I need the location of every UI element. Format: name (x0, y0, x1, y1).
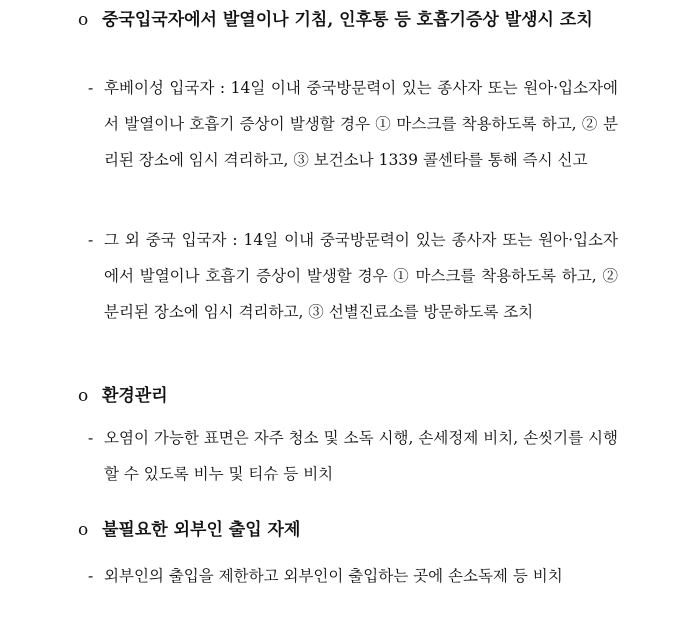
item-dash: - (88, 567, 94, 585)
list-item-cleaning (88, 420, 618, 492)
item-text: 후베이성 입국자 : 14일 이내 중국방문력이 있는 종사자 또는 원아·입소자에서 발열이나 호흡기 증상이 발생할 경우 ① 마스크를 착용하도록 하고, ② 분리된 장소에 임시 격리하고, ③ 보건소나 1339 콜센타를 통해 즉시 신고 (104, 79, 618, 169)
item-text: 외부인의 출입을 제한하고 외부인이 출입하는 곳에 손소독제 등 비치 (104, 567, 563, 585)
section-bullet: o (78, 520, 89, 540)
section-heading-visitors (78, 514, 638, 546)
section-heading-symptoms (78, 4, 638, 36)
section-heading-text: 중국입국자에서 발열이나 기침, 인후통 등 호흡기증상 발생시 조치 (102, 10, 593, 30)
section-bullet: o (78, 10, 89, 30)
section-bullet: o (78, 386, 89, 406)
item-dash: - (88, 429, 94, 447)
section-heading-text: 환경관리 (102, 386, 168, 406)
item-text: 그 외 중국 입국자 : 14일 이내 중국방문력이 있는 종사자 또는 원아·입소자에서 발열이나 호흡기 증상이 발생할 경우 ① 마스크를 착용하도록 하고, ② 분리된 장소에 임시 격리하고, ③ 선별진료소를 방문하도록 조치 (104, 231, 618, 321)
item-dash: - (88, 231, 94, 249)
section-heading-environment (78, 380, 638, 412)
section-heading-text: 불필요한 외부인 출입 자제 (102, 520, 301, 540)
list-item-visitor-restriction (88, 558, 618, 594)
item-dash: - (88, 79, 94, 97)
list-item-other-china (88, 222, 618, 330)
list-item-hubei (88, 70, 618, 178)
item-text: 오염이 가능한 표면은 자주 청소 및 소독 시행, 손세정제 비치, 손씻기를 시행할 수 있도록 비누 및 티슈 등 비치 (104, 429, 618, 483)
